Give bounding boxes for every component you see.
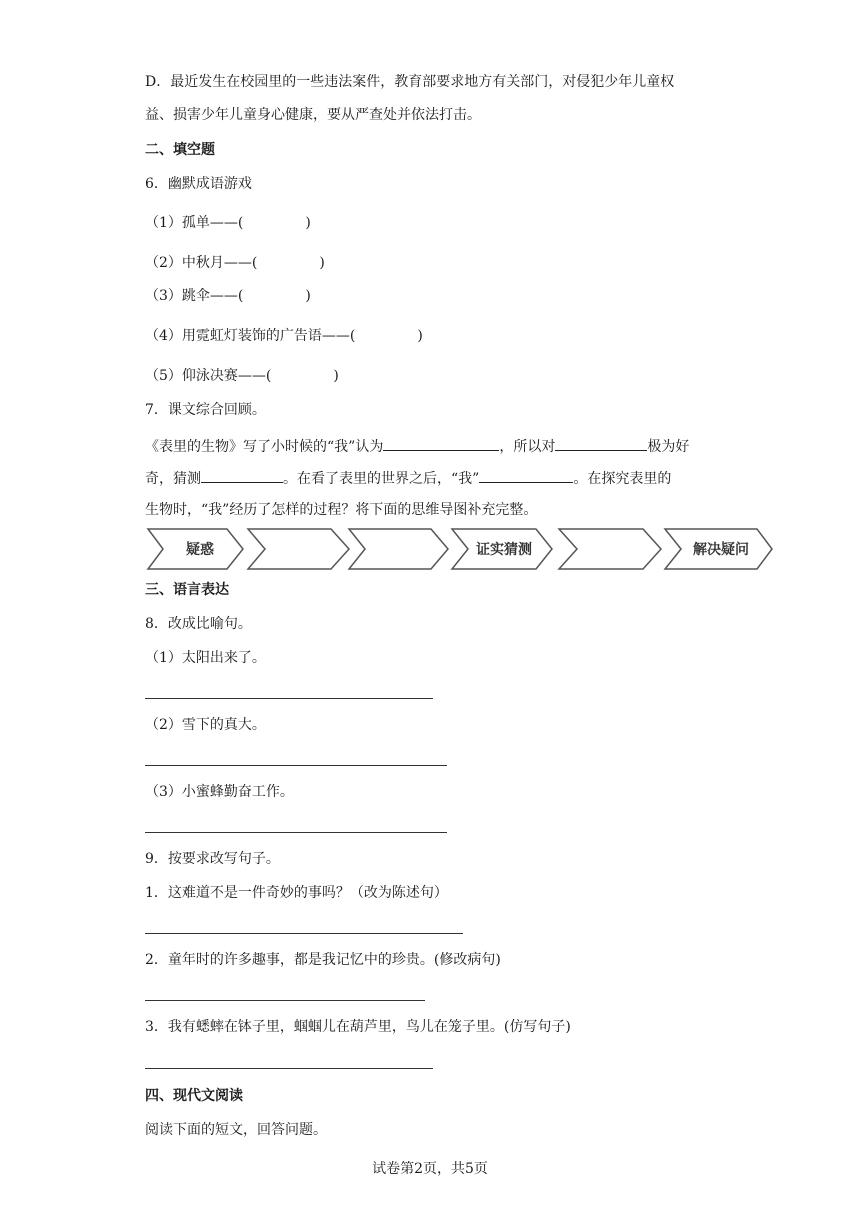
reading-intro: 阅读下面的短文，回答问题。 — [145, 1122, 327, 1138]
answer-line[interactable] — [145, 1000, 425, 1001]
q9-prompt: 9．按要求改写句子。 — [145, 851, 280, 867]
q7-line1: 《表里的生物》写了小时候的“我”认为 ，所以对 极为好 — [145, 435, 689, 457]
answer-blank[interactable] — [479, 467, 573, 483]
flow-step-5[interactable] — [559, 529, 661, 569]
q6-prompt: 6．幽默成语游戏 — [145, 176, 252, 192]
section-title: 二、填空题 — [145, 142, 215, 158]
answer-line[interactable] — [145, 698, 433, 699]
mind-map-flow — [145, 525, 775, 575]
q7-line2: 奇，猜测 。在看了表里的世界之后，“我” 。在探究表里的 — [145, 467, 671, 489]
q9-item-1: 1．这难道不是一件奇妙的事吗？（改为陈述句） — [145, 885, 448, 901]
answer-blank[interactable] — [201, 467, 283, 483]
flow-step-2[interactable] — [248, 529, 349, 569]
answer-blank[interactable] — [383, 435, 499, 451]
q6-item-label: （2）中秋月——( — [145, 255, 258, 271]
q6-item-label: （4）用霓虹灯装饰的广告语——( — [145, 328, 356, 344]
q8-item-1: （1）太阳出来了。 — [145, 650, 266, 666]
q6-item-5: （5）仰泳决赛——( ) — [145, 368, 339, 384]
q8-item-3: （3）小蜜蜂勤奋工作。 — [145, 784, 294, 800]
q8-item-2: （2）雪下的真大。 — [145, 717, 266, 733]
q6-item-label: （1）孤单——( — [145, 215, 244, 231]
q5-option-d-line2: 益、损害少年儿童身心健康，要从严查处并依法打击。 — [145, 107, 481, 123]
section-title: 四、现代文阅读 — [145, 1088, 243, 1104]
flow-step-4-label: 证实猜测 — [476, 542, 532, 558]
flow-step-1-label: 疑惑 — [186, 542, 214, 558]
flow-step-6-label: 解决疑问 — [693, 542, 749, 558]
q5-option-d-line1: D．最近发生在校园里的一些违法案件，教育部要求地方有关部门，对侵犯少年儿童权 — [145, 74, 675, 90]
q6-item-3: （3）跳伞——( ) — [145, 288, 311, 304]
q9-item-2: 2．童年时的许多趣事，都是我记忆中的珍贵。(修改病句) — [145, 952, 501, 968]
q7-line3: 生物时，“我”经历了怎样的过程？将下面的思维导图补充完整。 — [145, 502, 538, 518]
q6-item-1: （1）孤单——( ) — [145, 215, 311, 231]
answer-line[interactable] — [145, 765, 447, 766]
q6-item-label: （5）仰泳决赛——( — [145, 368, 272, 384]
page-footer: 试卷第2页，共5页 — [372, 1161, 488, 1177]
q9-item-3: 3．我有蟋蟀在钵子里，蝈蝈儿在葫芦里，鸟儿在笼子里。(仿写句子) — [145, 1019, 571, 1035]
q6-item-label: （3）跳伞——( — [145, 288, 244, 304]
flow-step-3[interactable] — [349, 529, 448, 569]
answer-line[interactable] — [145, 933, 463, 934]
q7-prompt: 7．课文综合回顾。 — [145, 402, 266, 418]
section-title: 三、语言表达 — [145, 582, 229, 598]
q6-item-4: （4）用霓虹灯装饰的广告语——( ) — [145, 328, 423, 344]
q6-item-2: （2）中秋月——( ) — [145, 255, 325, 271]
q8-prompt: 8．改成比喻句。 — [145, 616, 252, 632]
answer-blank[interactable] — [555, 435, 647, 451]
answer-line[interactable] — [145, 832, 447, 833]
answer-line[interactable] — [145, 1068, 433, 1069]
